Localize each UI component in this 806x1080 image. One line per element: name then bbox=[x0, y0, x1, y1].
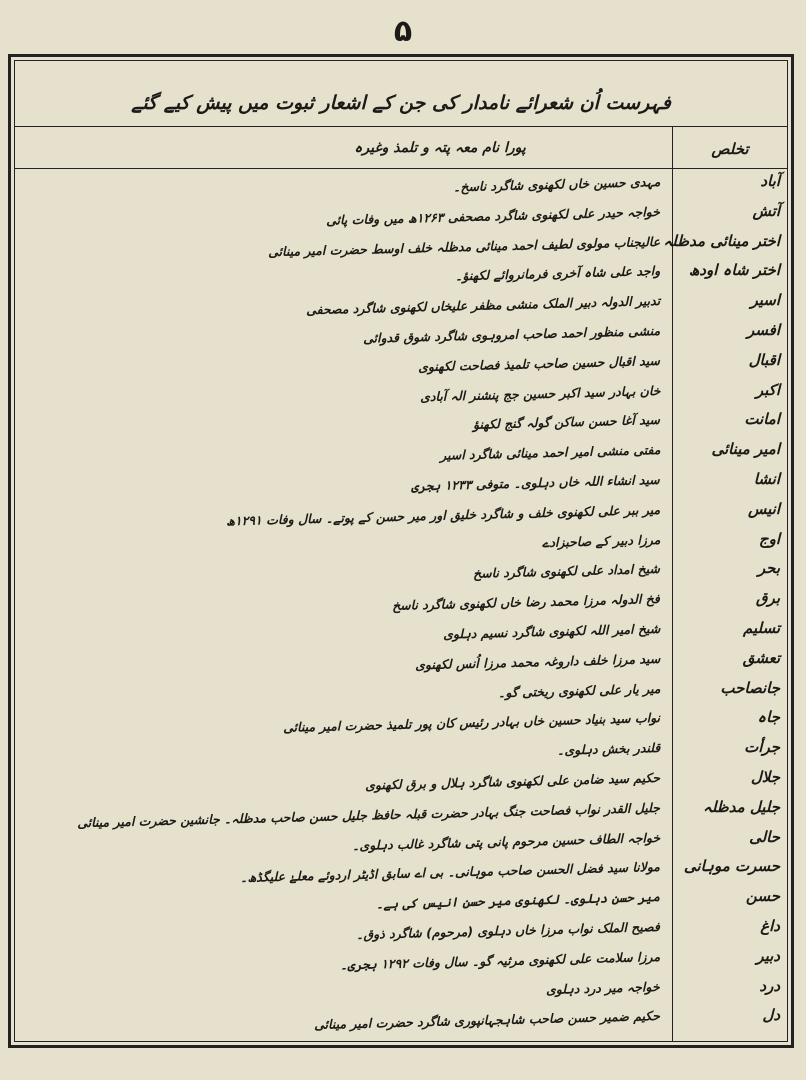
pen-name: جلال bbox=[750, 768, 780, 786]
pen-name: دبیر bbox=[756, 946, 780, 965]
pen-name: اختر مینائی مدظلہ bbox=[663, 231, 780, 250]
pen-name: تعشق bbox=[742, 648, 780, 667]
table-row bbox=[14, 797, 788, 831]
pen-name: اسیر bbox=[750, 291, 780, 310]
table-row bbox=[14, 231, 788, 259]
table-row bbox=[14, 440, 788, 463]
table-row bbox=[14, 887, 788, 912]
pen-name: انشا bbox=[753, 470, 780, 488]
pen-name: حسرت موہانی bbox=[683, 857, 780, 876]
full-name: خان بہادر سید اکبر حسین جج پنشنر الہ آبادی bbox=[419, 382, 661, 404]
full-name: نواب سید بنیاد حسین خاں بہادر رئیس کان پور تلمیذ حضرت امیر مینائی bbox=[282, 710, 661, 736]
table-row bbox=[14, 172, 788, 195]
table-row bbox=[14, 410, 788, 433]
table-row bbox=[14, 648, 788, 673]
pen-name: آباد bbox=[760, 172, 780, 190]
full-name: مفتی منشی امیر احمد مینائی شاگرد اسیر bbox=[439, 442, 661, 463]
pen-name: جاہ bbox=[757, 708, 780, 727]
full-name: شیخ امیر اللہ لکھنوی شاگرد نسیم دہلوی bbox=[442, 621, 661, 642]
pen-name: درد bbox=[759, 976, 780, 995]
full-name: سید انشاء اللہ خاں دہلوی۔ متوفی ۱۲۳۳ ہجری bbox=[411, 472, 661, 494]
pen-name: برق bbox=[755, 589, 780, 608]
pen-name: حسن bbox=[745, 887, 780, 906]
table-row bbox=[14, 708, 788, 736]
full-name: میر یار علی لکھنوی ریختی گو۔ bbox=[497, 680, 661, 700]
header-pen-name: تخلص bbox=[711, 140, 749, 158]
table-row bbox=[14, 321, 788, 346]
table-row bbox=[14, 589, 788, 614]
full-name: واجد علی شاہ آخری فرمانروائے لکھنؤ۔ bbox=[454, 263, 661, 284]
table-row bbox=[14, 679, 788, 699]
full-name: عالیجناب مولوی لطیف احمد مینائی مدظلہ خلف اوسط حضرت امیر مینائی bbox=[267, 233, 661, 259]
full-name: خواجہ الطاف حسین مرحوم پانی پتی شاگرد غالب دہلوی۔ bbox=[351, 829, 661, 853]
table-row bbox=[14, 530, 788, 550]
full-name: سید آغا حسن ساکن گولہ گنج لکھنؤ bbox=[472, 412, 661, 433]
full-name: منشی منظور احمد صاحب امروہوی شاگرد شوق قدوائی bbox=[362, 323, 661, 346]
pen-name: آتش bbox=[752, 201, 780, 220]
table-row bbox=[14, 559, 788, 582]
full-name: میر حسن دہلوی۔ لکھنوی میر حسن انیس کی ہے۔ bbox=[376, 889, 661, 912]
table-row bbox=[14, 261, 788, 284]
pen-name: حالی bbox=[749, 827, 780, 846]
full-name: مرزا دبیر کے صاحبزادے bbox=[541, 531, 661, 550]
pen-name: اوج bbox=[758, 529, 780, 548]
entries-table bbox=[14, 172, 788, 1037]
page-number: ۵ bbox=[393, 14, 413, 49]
table-row bbox=[14, 201, 788, 228]
table-row bbox=[14, 380, 788, 404]
header-full-name: پورا نام معہ پتہ و تلمذ وغیرہ bbox=[354, 140, 526, 156]
table-row bbox=[14, 827, 788, 853]
pen-name: اکبر bbox=[755, 380, 780, 399]
full-name: جلیل القدر نواب فصاحت جنگ بہادر حضرت قبلہ حافظ جلیل حسن صاحب مدظلہ۔ جانشین حضرت امیر مینائی bbox=[77, 799, 661, 831]
full-name: میر ببر علی لکھنوی خلف و شاگرد خلیق اور میر حسن کے پوتے۔ سال وفات ۱۲۹۱ھ bbox=[225, 501, 661, 529]
full-name: سید مرزا خلف داروغہ محمد مرزا اُنس لکھنوی bbox=[414, 650, 661, 673]
full-name: فخ الدولہ مرزا محمد رضا خاں لکھنوی شاگرد ناسخ bbox=[392, 591, 661, 614]
table-row bbox=[14, 619, 788, 642]
pen-name: جرأت bbox=[744, 738, 780, 757]
full-name: شیخ امداد علی لکھنوی شاگرد ناسخ bbox=[472, 561, 661, 582]
full-name: مولانا سید فضل الحسن صاحب موہانی۔ بی اے سابق اڈیٹر اردوئے معلےٰ علیگڈھ۔ bbox=[240, 859, 661, 886]
pen-name: جلیل مدظلہ bbox=[703, 797, 780, 816]
pen-name: اقبال bbox=[748, 350, 780, 369]
page-title: فہرست اُن شعرائے نامدار کی جن کے اشعار ثبوت میں پیش کیے گئے bbox=[131, 92, 671, 114]
pen-name: امیر مینائی bbox=[711, 440, 780, 459]
full-name: تدبیر الدولہ دبیر الملک منشی مظفر علیخاں لکھنوی شاگرد مصحفی bbox=[305, 293, 661, 318]
pen-name: جانصاحب bbox=[720, 678, 780, 697]
full-name: خواجہ حیدر علی لکھنوی شاگرد مصحفی ۱۲۶۳ھ میں وفات پائی bbox=[326, 203, 661, 228]
table-row bbox=[14, 350, 788, 375]
table-row bbox=[14, 917, 788, 942]
table-row bbox=[14, 1006, 788, 1033]
pen-name: امانت bbox=[744, 410, 780, 429]
full-name: حکیم سید ضامن علی لکھنوی شاگرد ہلال و برق لکھنوی bbox=[364, 770, 661, 793]
pen-name: انیس bbox=[748, 499, 780, 518]
table-row bbox=[14, 470, 788, 494]
full-name: مہدی حسین خاں لکھنوی شاگرد ناسخ۔ bbox=[452, 174, 661, 195]
table-row bbox=[14, 977, 788, 997]
full-name: مرزا سلامت علی لکھنوی مرثیہ گو۔ سال وفات ۱۲۹۲ ہجری۔ bbox=[339, 948, 661, 973]
table-row bbox=[14, 291, 788, 318]
pen-name: تسلیم bbox=[742, 619, 780, 637]
table-row bbox=[14, 857, 788, 886]
table-row bbox=[14, 768, 788, 793]
pen-name: دل bbox=[762, 1006, 780, 1025]
full-name: قلندر بخش دہلوی۔ bbox=[556, 740, 661, 758]
pen-name: بحر bbox=[757, 559, 780, 578]
table-row bbox=[14, 499, 788, 529]
table-row bbox=[14, 946, 788, 973]
pen-name: داغ bbox=[760, 917, 780, 935]
full-name: حکیم ضمیر حسن صاحب شاہجہانپوری شاگرد حضرت امیر مینائی bbox=[314, 1008, 661, 1033]
full-name: خواجہ میر درد دہلوی bbox=[546, 978, 661, 997]
full-name: فصیح الملک نواب مرزا خاں دہلوی (مرحوم) شاگرد ذوق۔ bbox=[356, 919, 661, 942]
full-name: سید اقبال حسین صاحب تلمیذ فصاحت لکھنوی bbox=[417, 352, 661, 375]
pen-name: اختر شاہ اودھ bbox=[688, 261, 780, 280]
pen-name: افسر bbox=[747, 321, 780, 339]
table-row bbox=[14, 738, 788, 758]
